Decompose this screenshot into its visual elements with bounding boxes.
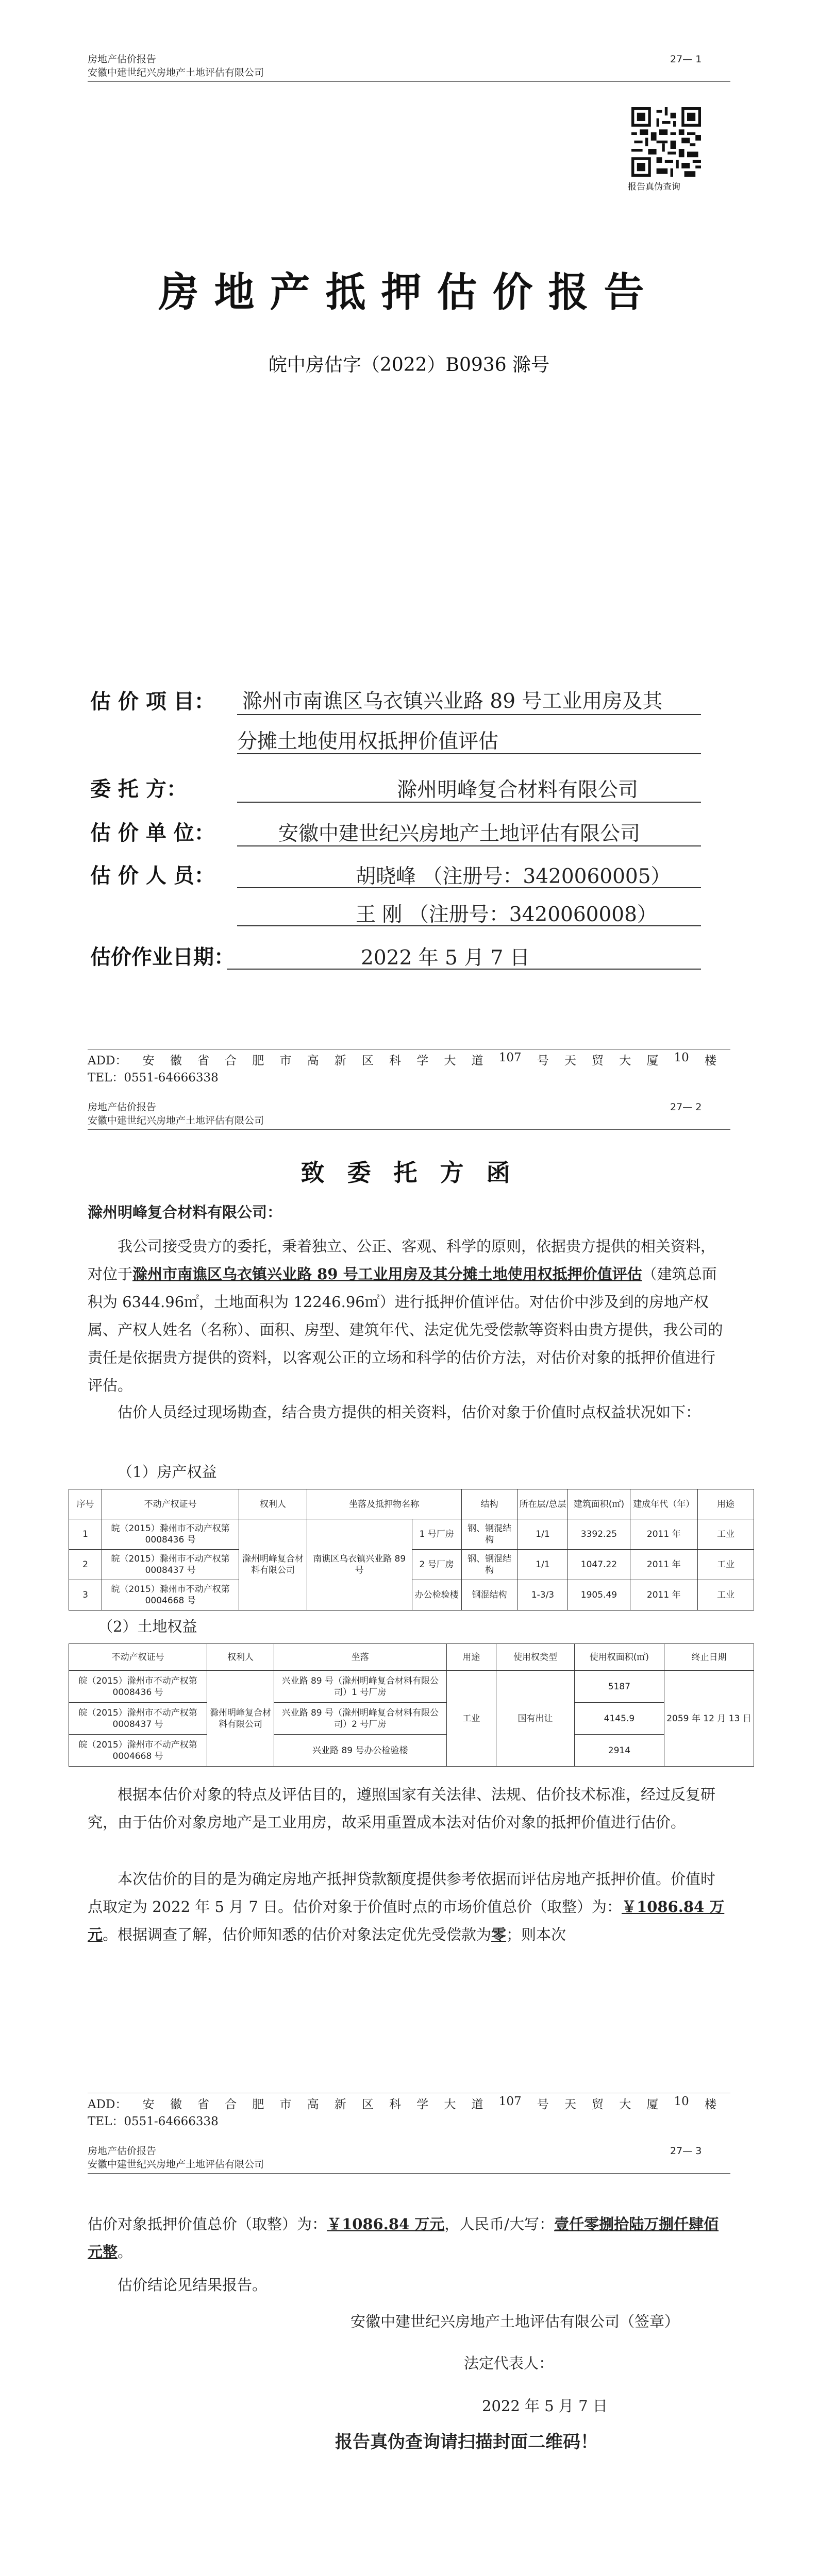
field-value-project-2: 分摊土地使用权抵押价值评估: [237, 730, 499, 753]
col-header: 使用权面积(㎡): [574, 1644, 664, 1671]
verify-notice: 报告真伪查询请扫描封面二维码！: [335, 2432, 598, 2452]
underline: [237, 845, 701, 846]
table-row: 3 皖（2015）滁州市不动产权第 0004668 号 钢混结构 1-3/3 1905.49 2011 年 工业: [69, 1580, 754, 1611]
page2-header: [88, 1100, 264, 1127]
col-header: 用途: [697, 1489, 754, 1519]
page-number: 27— 1: [670, 54, 702, 65]
col-header: 建筑面积(㎡): [568, 1489, 630, 1519]
col-header: 坐落: [274, 1644, 446, 1671]
report-number: 皖中房估字（2022）B0936 滁号: [268, 354, 550, 376]
col-header: 用途: [446, 1644, 496, 1671]
report-title: 房地产抵押估价报告: [158, 269, 660, 316]
field-value-appraiser-2: 王 刚 （注册号：3420060008）: [356, 903, 657, 926]
col-header: 终止日期: [664, 1644, 754, 1671]
page3-header: [88, 2144, 264, 2171]
header-rule: [88, 81, 730, 82]
header-company: 安徽中建世纪兴房地产土地评估有限公司: [88, 67, 264, 78]
header-doc-name: 房地产估价报告: [88, 1101, 157, 1113]
letter-paragraph-4: 本次估价的目的是为确定房地产抵押贷款额度提供参考依据而评估房地产抵押价值。价值时点取定为 2022 年 5 月 7 日。估价对象于价值时点的市场价值总价（取整）为：￥1086.84 万元。根据调查了解，估价师知悉的估价对象法定优先受偿款为零；则本次: [88, 1870, 725, 1943]
header-doc-name: 房地产估价报告: [88, 2145, 157, 2157]
footer-tel: TEL：0551-64666338: [88, 2115, 219, 2128]
land-table-caption: （2）土地权益: [98, 1618, 197, 1635]
market-value: ￥1086.84 万元: [88, 1898, 725, 1943]
underline: [227, 969, 701, 970]
letter-paragraph-6: 估价结论见结果报告。: [118, 2276, 268, 2294]
letter-paragraph-3: 根据本估价对象的特点及评估目的，遵照国家有关法律、法规、估价技术标准，经过反复研究，由于估价对象房地产是工业用房，故采用重置成本法对估价对象的抵押价值进行估价。: [88, 1786, 716, 1831]
col-header: 结构: [461, 1489, 517, 1519]
letter-paragraph-2: 估价人员经过现场勘查，结合贵方提供的相关资料，估价对象于价值时点权益状况如下：: [118, 1403, 701, 1421]
field-label-appraisers: 估 价 人 员：: [90, 863, 215, 888]
field-value-appraiser-1: 胡晓峰 （注册号：3420060005）: [356, 865, 671, 888]
page-footer: [88, 2095, 732, 2129]
col-header: 使用权类型: [496, 1644, 575, 1671]
page-footer: [88, 1051, 732, 1085]
col-header: 不动产权证号: [69, 1644, 207, 1671]
mortgage-value: ￥1086.84 万元: [327, 2215, 445, 2233]
col-header: 权利人: [239, 1489, 307, 1519]
field-value-project: 滁州市南谯区乌衣镇兴业路 89 号工业用房及其: [242, 690, 663, 713]
field-label-date: 估价作业日期：: [90, 945, 235, 969]
header-doc-name: 房地产估价报告: [88, 54, 157, 65]
project-name-emphasis: 滁州市南谯区乌衣镇兴业路 89 号工业用房及其分摊土地使用权抵押价值评估: [132, 1265, 642, 1283]
col-header: 不动产权证号: [102, 1489, 239, 1519]
priority-claim: 零: [491, 1926, 507, 1943]
field-value-date: 2022 年 5 月 7 日: [361, 946, 530, 970]
sign-representative: 法定代表人：: [464, 2354, 554, 2372]
underline: [237, 887, 701, 888]
col-header: 序号: [69, 1489, 102, 1519]
page-number: 27— 3: [670, 2145, 702, 2157]
table-row: 皖（2015）滁州市不动产权第 0008437 号 兴业路 89 号（滁州明峰复合材料有限公司）2 号厂房 4145.9: [69, 1703, 754, 1735]
field-value-appraiser-org: 安徽中建世纪兴房地产土地评估有限公司: [278, 822, 641, 845]
field-label-appraiser-org: 估 价 单 位：: [90, 821, 215, 845]
underline: [237, 802, 701, 803]
qr-caption: 报告真伪查询: [628, 182, 680, 192]
table-row: 皖（2015）滁州市不动产权第 0004668 号 兴业路 89 号办公检验楼 2914: [69, 1735, 754, 1767]
header-company: 安徽中建世纪兴房地产土地评估有限公司: [88, 2159, 264, 2170]
field-label-client: 委 托 方：: [90, 777, 187, 801]
header-rule: [88, 2173, 730, 2174]
letter-paragraph-5: 估价对象抵押价值总价（取整）为：￥1086.84 万元，人民币/大写：壹仟零捌拾陆万捌仟肆佰元整。: [88, 2215, 719, 2261]
mortgage-value-words: 壹仟零捌拾陆万捌仟肆佰元整: [88, 2215, 719, 2261]
house-rights-table: [69, 1489, 754, 1611]
col-header: 权利人: [207, 1644, 274, 1671]
col-header: 建成年代（年）: [630, 1489, 697, 1519]
header-rule: [88, 1129, 730, 1130]
footer-tel: TEL：0551-64666338: [88, 1071, 219, 1084]
footer-address: ADD： 安 徽 省 合 肥 市 高 新 区 科 学 大 道 107 号 天 贸 大 厦 10 楼: [88, 1051, 716, 1067]
col-header: 所在层/总层: [517, 1489, 568, 1519]
table-row: 2 皖（2015）滁州市不动产权第 0008437 号 钢、钢混结构 1/1 1047.22 2011 年 工业: [69, 1550, 754, 1580]
house-table-caption: （1）房产权益: [118, 1463, 217, 1481]
underline: [237, 714, 701, 715]
table-row: 皖（2015）滁州市不动产权第 0008436 号 滁州明峰复合材料有限公司 兴业路 89 号（滁州明峰复合材料有限公司）1 号厂房 工业 国有出让 5187 2059 年 12 月 13 日: [69, 1671, 754, 1703]
header-company: 安徽中建世纪兴房地产土地评估有限公司: [88, 1115, 264, 1126]
letter-paragraph-1: 我公司接受贵方的委托，秉着独立、公正、客观、科学的原则，依据贵方提供的相关资料，对位于滁州市南谯区乌衣镇兴业路 89 号工业用房及其分摊土地使用权抵押价值评估（建筑总面积为 6344.96㎡，土地面积为 12246.96㎡）进行抵押价值评估。对估价中涉及到的房地产权属、产权人姓名（名称）、面积、房型、建筑年代、法定优先受偿款等资料由贵方提供，我公司的责任是依据贵方提供的资料，以客观公正的立场和科学的估价方法，对估价对象的抵押价值进行评估。: [88, 1238, 723, 1394]
letter-title: 致 委 托 方 函: [301, 1159, 517, 1187]
underline: [237, 753, 701, 754]
underline: [237, 925, 701, 926]
sign-date: 2022 年 5 月 7 日: [482, 2397, 608, 2415]
table-row: 1 皖（2015）滁州市不动产权第 0008436 号 滁州明峰复合材料有限公司 南谯区乌衣镇兴业路 89 号 1 号厂房 2 号厂房 办公检验楼 钢、钢混结构 1/1 3392.25 2011 年 工业: [69, 1519, 754, 1550]
field-label-project: 估 价 项 目：: [90, 689, 215, 714]
field-value-client: 滁州明峰复合材料有限公司: [397, 778, 639, 802]
letter-addressee: 滁州明峰复合材料有限公司：: [88, 1204, 282, 1221]
page1-header: [88, 53, 264, 79]
sign-company: 安徽中建世纪兴房地产土地评估有限公司（签章）: [350, 2313, 680, 2330]
col-header: 坐落及抵押物名称: [307, 1489, 461, 1519]
land-rights-table: [69, 1643, 754, 1767]
qr-code-icon[interactable]: [631, 107, 701, 177]
page-number: 27— 2: [670, 1101, 702, 1113]
footer-address: ADD： 安 徽 省 合 肥 市 高 新 区 科 学 大 道 107 号 天 贸 大 厦 10 楼: [88, 2095, 716, 2111]
